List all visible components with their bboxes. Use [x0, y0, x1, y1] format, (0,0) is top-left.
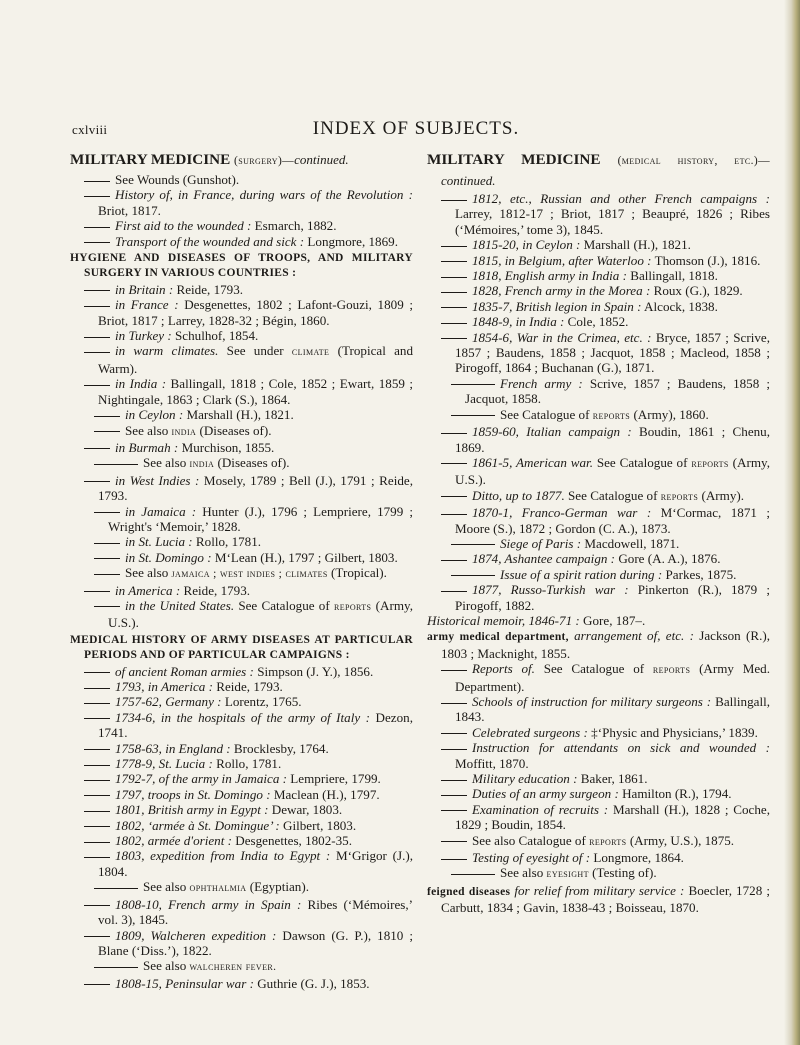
index-entry: Celebrated surgeons : ‡‘Physic and Physicians,’ 1839.	[427, 725, 770, 740]
index-entry: See Catalogue of reports (Army), 1860.	[427, 407, 770, 424]
index-entry: Testing of eyesight of : Longmore, 1864.	[427, 850, 770, 865]
index-entry: See also walcheren fever.	[70, 958, 413, 975]
index-entry: Transport of the wounded and sick : Longmore, 1869.	[70, 234, 413, 249]
book-edge	[784, 0, 800, 1045]
index-entry: in warm climates. See under climate (Tropical and Warm).	[70, 343, 413, 376]
index-entry: 1797, troops in St. Domingo : Maclean (H.), 1797.	[70, 787, 413, 802]
index-entry: 1792-7, of the army in Jamaica : Lempriere, 1799.	[70, 771, 413, 786]
index-entry: 1734-6, in the hospitals of the army of Italy : Dezon, 1741.	[70, 710, 413, 741]
index-entry: in France : Desgenettes, 1802 ; Lafont-Gouzi, 1809 ; Briot, 1817 ; Larrey, 1828-32 ; Bégin, 1860.	[70, 297, 413, 328]
index-entry: 1801, British army in Egypt : Dewar, 1803.	[70, 802, 413, 817]
index-entry: See also eyesight (Testing of).	[427, 865, 770, 882]
index-entry: Ditto, up to 1877. See Catalogue of reports (Army).	[427, 488, 770, 505]
index-entry: First aid to the wounded : Esmarch, 1882.	[70, 218, 413, 233]
main-heading: MILITARY MEDICINE (medical history, etc.)—continued.	[427, 151, 770, 188]
index-entry: See also Catalogue of reports (Army, U.S.), 1875.	[427, 833, 770, 850]
index-entry: 1778-9, St. Lucia : Rollo, 1781.	[70, 756, 413, 771]
index-entry: 1828, French army in the Morea : Roux (G.), 1829.	[427, 283, 770, 298]
index-entry: 1808-15, Peninsular war : Guthrie (G. J.), 1853.	[70, 976, 413, 991]
index-entry: 1861-5, American war. See Catalogue of reports (Army, U.S.).	[427, 455, 770, 488]
subheading: HYGIENE AND DISEASES OF TROOPS, AND MILITARY SURGERY IN VARIOUS COUNTRIES :	[70, 252, 413, 280]
index-entry: in Turkey : Schulhof, 1854.	[70, 328, 413, 343]
index-entry: in St. Lucia : Rollo, 1781.	[70, 534, 413, 549]
index-entry: See Wounds (Gunshot).	[70, 172, 413, 187]
left-column	[70, 150, 413, 991]
index-entry: 1815, in Belgium, after Waterloo : Thomson (J.), 1816.	[427, 253, 770, 268]
index-entry: 1874, Ashantee campaign : Gore (A. A.), 1876.	[427, 551, 770, 566]
index-entry: 1758-63, in England : Brocklesby, 1764.	[70, 741, 413, 756]
index-entry: See also jamaica ; west indies ; climates (Tropical).	[70, 565, 413, 582]
index-entry: 1808-10, French army in Spain : Ribes (‘Mémoires,’ vol. 3), 1845.	[70, 897, 413, 928]
index-entry: in America : Reide, 1793.	[70, 583, 413, 598]
index-entry: 1815-20, in Ceylon : Marshall (H.), 1821.	[427, 237, 770, 252]
index-entry: 1854-6, War in the Crimea, etc. : Bryce, 1857 ; Scrive, 1857 ; Baudens, 1858 ; Jacquot, 1858 ; Macleod, 1858 ; Pirogoff, 1864 ; Buchanan (G.), 1871.	[427, 330, 770, 376]
index-entry: 1859-60, Italian campaign : Boudin, 1861 ; Chenu, 1869.	[427, 424, 770, 455]
running-title: INDEX OF SUBJECTS.	[312, 118, 520, 139]
index-entry: Schools of instruction for military surgeons : Ballingall, 1843.	[427, 694, 770, 725]
subheading: MEDICAL HISTORY OF ARMY DISEASES AT PARTICULAR PERIODS AND OF PARTICULAR CAMPAIGNS :	[70, 633, 413, 662]
index-entry: in Jamaica : Hunter (J.), 1796 ; Lempriere, 1799 ; Wright's ‘Memoir,’ 1828.	[70, 504, 413, 535]
index-entry: 1803, expedition from India to Egypt : M‘Grigor (J.), 1804.	[70, 848, 413, 879]
index-entry: 1757-62, Germany : Lorentz, 1765.	[70, 694, 413, 709]
index-entry: in India : Ballingall, 1818 ; Cole, 1852 ; Ewart, 1859 ; Nightingale, 1863 ; Clark (S.), 1864.	[70, 376, 413, 407]
index-entry: in the United States. See Catalogue of reports (Army, U.S.).	[70, 598, 413, 631]
index-entry: 1877, Russo-Turkish war : Pinkerton (R.), 1879 ; Pirogoff, 1882.	[427, 582, 770, 613]
index-entry: in West Indies : Mosely, 1789 ; Bell (J.), 1791 ; Reide, 1793.	[70, 473, 413, 504]
page-header	[72, 118, 760, 140]
index-entry: 1848-9, in India : Cole, 1852.	[427, 314, 770, 329]
index-entry: See also ophthalmia (Egyptian).	[70, 879, 413, 896]
index-entry: Issue of a spirit ration during : Parkes, 1875.	[427, 567, 770, 582]
index-entry: See also india (Diseases of).	[70, 423, 413, 440]
index-entry: See also india (Diseases of).	[70, 455, 413, 472]
index-entry: in Burmah : Murchison, 1855.	[70, 440, 413, 455]
index-entry: Instruction for attendants on sick and wounded : Moffitt, 1870.	[427, 740, 770, 771]
right-column	[427, 150, 770, 916]
index-entry: Siege of Paris : Macdowell, 1871.	[427, 536, 770, 551]
index-entry: 1870-1, Franco-German war : M‘Cormac, 1871 ; Moore (S.), 1872 ; Gordon (C. A.), 1873.	[427, 505, 770, 536]
index-entry: Reports of. See Catalogue of reports (Army Med. Department).	[427, 661, 770, 694]
page-number: cxlviii	[72, 122, 108, 137]
index-entry: Historical memoir, 1846-71 : Gore, 187–.	[427, 612, 646, 628]
main-heading: MILITARY MEDICINE (surgery)—continued.	[70, 151, 349, 168]
index-entry: French army : Scrive, 1857 ; Baudens, 1858 ; Jacquot, 1858.	[427, 376, 770, 407]
index-entry: 1793, in America : Reide, 1793.	[70, 679, 413, 694]
index-entry: 1802, armée d'orient : Desgenettes, 1802-35.	[70, 833, 413, 848]
index-entry: Examination of recruits : Marshall (H.), 1828 ; Coche, 1829 ; Boudin, 1854.	[427, 802, 770, 833]
index-entry: History of, in France, during wars of the Revolution : Briot, 1817.	[70, 187, 413, 218]
index-entry: 1835-7, British legion in Spain : Alcock, 1838.	[427, 299, 770, 314]
index-entry: 1818, English army in India : Ballingall, 1818.	[427, 268, 770, 283]
index-entry: in St. Domingo : M‘Lean (H.), 1797 ; Gilbert, 1803.	[70, 550, 413, 565]
index-entry: Duties of an army surgeon : Hamilton (R.), 1794.	[427, 786, 770, 801]
index-entry: feigned diseases for relief from military service : Boecler, 1728 ; Carbutt, 1834 ; Gavin, 1838-43 ; Boisseau, 1870.	[427, 882, 770, 916]
index-entry: army medical department, arrangement of, etc. : Jackson (R.), 1803 ; Macknight, 1855.	[427, 628, 770, 661]
index-entry: 1802, ‘armée à St. Domingue’ : Gilbert, 1803.	[70, 818, 413, 833]
index-entry: in Ceylon : Marshall (H.), 1821.	[70, 407, 413, 422]
index-entry: 1812, etc., Russian and other French campaigns : Larrey, 1812-17 ; Briot, 1817 ; Beaupré, 1826 ; Ribes (‘Mémoires,’ tome 3), 1845.	[427, 191, 770, 237]
index-entry: Military education : Baker, 1861.	[427, 771, 770, 786]
index-entry: of ancient Roman armies : Simpson (J. Y.), 1856.	[70, 664, 413, 679]
index-entry: in Britain : Reide, 1793.	[70, 282, 413, 297]
index-entry: 1809, Walcheren expedition : Dawson (G. P.), 1810 ; Blane (‘Diss.’), 1822.	[70, 928, 413, 959]
